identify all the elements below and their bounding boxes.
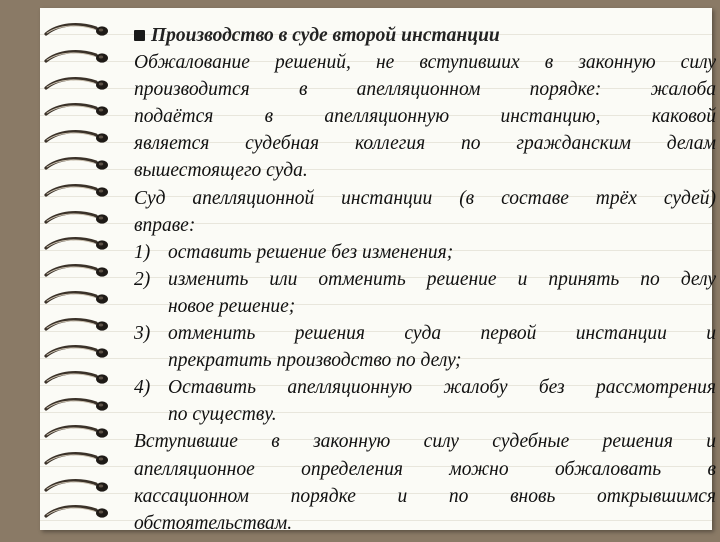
intro-line: производится в апелляционном порядке: жалоба (134, 79, 716, 101)
binding-ring (44, 290, 110, 308)
list-item (134, 266, 716, 320)
powers-line: вправе: (134, 214, 196, 236)
binding-ring (44, 102, 110, 120)
binding-ring (44, 76, 110, 94)
square-bullet-icon (134, 30, 145, 41)
binding-ring (44, 263, 110, 281)
spiral-binding (40, 22, 120, 542)
powers-paragraph (134, 185, 716, 239)
final-line: апелляционное определения можно обжаловать в (134, 458, 716, 480)
list-item (134, 374, 716, 428)
binding-ring (44, 504, 110, 522)
binding-ring (44, 317, 110, 335)
intro-line: Обжалование решений, не вступивших в законную силу (134, 52, 716, 74)
binding-ring (44, 451, 110, 469)
binding-ring (44, 370, 110, 388)
intro-line: подаётся в апелляционную инстанцию, каковой (134, 106, 716, 128)
binding-ring (44, 22, 110, 40)
binding-ring (44, 129, 110, 147)
list-item-text: прекратить производство по делу; (168, 350, 462, 372)
list-item-text: Оставить апелляционную жалобу без рассмотрения (168, 377, 716, 399)
slide-title (134, 22, 716, 49)
final-line: Вступившие в законную силу судебные решения и (134, 431, 716, 453)
binding-ring (44, 397, 110, 415)
list-item (134, 320, 716, 374)
binding-ring (44, 236, 110, 254)
notebook-page (40, 8, 716, 534)
intro-line: вышестоящего суда. (134, 160, 308, 182)
list-number: 1) (134, 241, 151, 263)
final-paragraph (134, 428, 716, 536)
list-item-text: изменить или отменить решение и принять по делу (168, 268, 716, 290)
binding-ring (44, 478, 110, 496)
slide-content (134, 22, 716, 537)
final-line: кассационном порядке и по вновь открывшимся (134, 485, 716, 507)
binding-ring (44, 49, 110, 67)
binding-ring (44, 424, 110, 442)
list-item-text: оставить решение без изменения; (168, 241, 454, 263)
intro-paragraph (134, 49, 716, 184)
list-item-text: отменить решения суда первой инстанции и (168, 323, 716, 345)
binding-ring (44, 156, 110, 174)
final-line: обстоятельствам. (134, 512, 293, 534)
binding-ring (44, 344, 110, 362)
intro-line: является судебная коллегия по гражданским делам (134, 133, 716, 155)
list-number: 4) (134, 377, 151, 399)
list-number: 3) (134, 323, 151, 345)
binding-ring (44, 210, 110, 228)
list-item-text: новое решение; (168, 295, 296, 317)
title-text: Производство в суде второй инстанции (151, 25, 500, 46)
list-item (134, 239, 716, 266)
binding-ring (44, 183, 110, 201)
powers-line: Суд апелляционной инстанции (в составе трёх судей) (134, 187, 716, 209)
list-number: 2) (134, 268, 151, 290)
list-item-text: по существу. (168, 404, 277, 426)
